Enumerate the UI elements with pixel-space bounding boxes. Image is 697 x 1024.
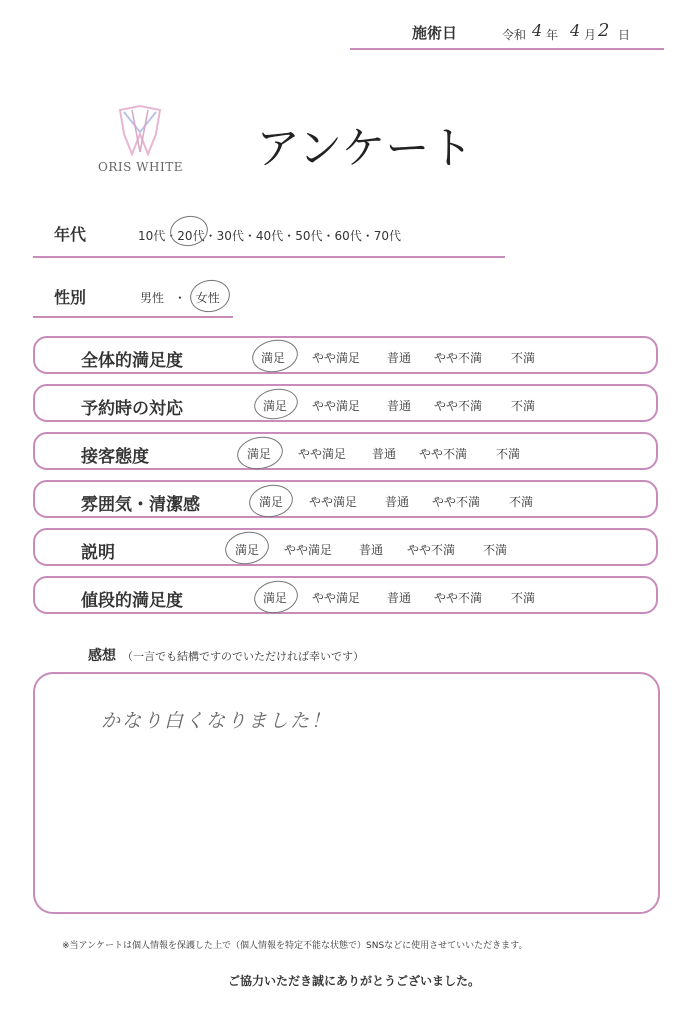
month-unit: 月 — [584, 28, 597, 42]
option-dissatisfied[interactable]: 不満 — [496, 447, 521, 461]
comments-hint: （一言でも結構ですのでいただければ幸いです） — [122, 650, 364, 663]
day-value: 2 — [598, 20, 610, 41]
comments-label: 感想 — [88, 648, 116, 664]
treatment-date-label: 施術日 — [412, 24, 458, 42]
option-somewhat-dissatisfied[interactable]: やや不満 — [419, 447, 468, 461]
comments-box[interactable] — [33, 672, 660, 914]
rating-row-explanation — [33, 528, 658, 566]
privacy-notice: ※当アンケートは個人情報を保護した上で（個人情報を特定不能な状態で）SNSなどに使用させていいただきます。 — [62, 941, 528, 951]
selected-circle — [235, 433, 286, 473]
option-satisfied[interactable]: 満足 — [247, 447, 272, 461]
rating-row-price — [33, 576, 658, 614]
rating-row-overall — [33, 336, 658, 374]
gender-separator: ・ — [173, 291, 186, 305]
rating-row-service — [33, 432, 658, 470]
age-option-10[interactable]: 10代 — [138, 229, 166, 243]
page-title: アンケート — [256, 123, 474, 174]
age-option-40[interactable]: 40代 — [255, 229, 284, 243]
option-satisfied[interactable]: 満足 — [235, 543, 260, 557]
age-option-70[interactable]: 70代 — [373, 229, 402, 243]
age-option-60[interactable]: 60代 — [334, 229, 362, 243]
age-options: 10代・20代・30代・40代・50代・60代・70代 — [138, 229, 402, 243]
option-somewhat-dissatisfied[interactable]: やや不満 — [407, 543, 456, 557]
gender-option-female[interactable]: 女性 — [195, 291, 220, 305]
option-somewhat-satisfied[interactable]: やや満足 — [312, 399, 361, 413]
age-underline — [33, 256, 505, 258]
option-satisfied[interactable]: 満足 — [259, 495, 284, 509]
option-somewhat-dissatisfied[interactable]: やや不満 — [434, 591, 483, 605]
era-label: 令和 — [502, 28, 527, 42]
option-dissatisfied[interactable]: 不満 — [511, 351, 536, 365]
option-satisfied[interactable]: 満足 — [261, 351, 286, 365]
option-dissatisfied[interactable]: 不満 — [483, 543, 508, 557]
brand-name: ORIS WHITE — [98, 160, 183, 174]
option-somewhat-satisfied[interactable]: やや満足 — [312, 351, 361, 365]
rating-label: 接客態度 — [81, 447, 149, 467]
year-unit: 年 — [546, 28, 559, 42]
tooth-logo-icon — [110, 104, 170, 158]
option-somewhat-satisfied[interactable]: やや満足 — [284, 543, 333, 557]
selected-circle — [252, 385, 301, 422]
option-neutral[interactable]: 普通 — [359, 543, 384, 557]
option-somewhat-satisfied[interactable]: やや満足 — [298, 447, 347, 461]
option-satisfied[interactable]: 満足 — [263, 399, 288, 413]
option-satisfied[interactable]: 満足 — [263, 591, 288, 605]
gender-label: 性別 — [54, 288, 87, 307]
selected-circle — [247, 481, 296, 520]
rating-label: 雰囲気・清潔感 — [81, 495, 200, 515]
age-option-20[interactable]: 20代 — [177, 229, 205, 243]
selected-circle — [250, 336, 301, 376]
option-neutral[interactable]: 普通 — [387, 591, 412, 605]
option-dissatisfied[interactable]: 不満 — [509, 495, 534, 509]
rating-label: 予約時の対応 — [81, 399, 183, 419]
selected-circle — [252, 577, 301, 616]
rating-label: 全体的満足度 — [81, 351, 183, 371]
thanks-message: ご協力いただき誠にありがとうございました。 — [228, 974, 481, 988]
month-value: 4 — [570, 21, 581, 40]
year-value: 4 — [532, 21, 543, 40]
date-underline — [350, 48, 664, 50]
option-neutral[interactable]: 普通 — [372, 447, 397, 461]
option-somewhat-dissatisfied[interactable]: やや不満 — [432, 495, 481, 509]
selected-circle — [223, 528, 272, 567]
option-dissatisfied[interactable]: 不満 — [511, 591, 536, 605]
option-somewhat-dissatisfied[interactable]: やや不満 — [434, 351, 483, 365]
option-neutral[interactable]: 普通 — [387, 351, 412, 365]
age-label: 年代 — [54, 225, 87, 244]
rating-label: 説明 — [81, 543, 115, 563]
gender-selected-circle — [188, 277, 233, 315]
day-unit: 日 — [618, 28, 631, 42]
option-somewhat-satisfied[interactable]: やや満足 — [312, 591, 361, 605]
comments-handwritten: かなり白くなりました！ — [101, 710, 333, 732]
option-neutral[interactable]: 普通 — [385, 495, 410, 509]
gender-option-male[interactable]: 男性 — [140, 291, 165, 305]
option-neutral[interactable]: 普通 — [387, 399, 412, 413]
age-option-50[interactable]: 50代 — [295, 229, 323, 243]
rating-label: 値段的満足度 — [81, 591, 183, 611]
rating-row-atmosphere — [33, 480, 658, 518]
option-dissatisfied[interactable]: 不満 — [511, 399, 536, 413]
option-somewhat-dissatisfied[interactable]: やや不満 — [434, 399, 483, 413]
option-somewhat-satisfied[interactable]: やや満足 — [309, 495, 358, 509]
rating-row-reservation — [33, 384, 658, 422]
age-option-30[interactable]: 30代 — [216, 229, 244, 243]
gender-underline — [33, 316, 233, 318]
